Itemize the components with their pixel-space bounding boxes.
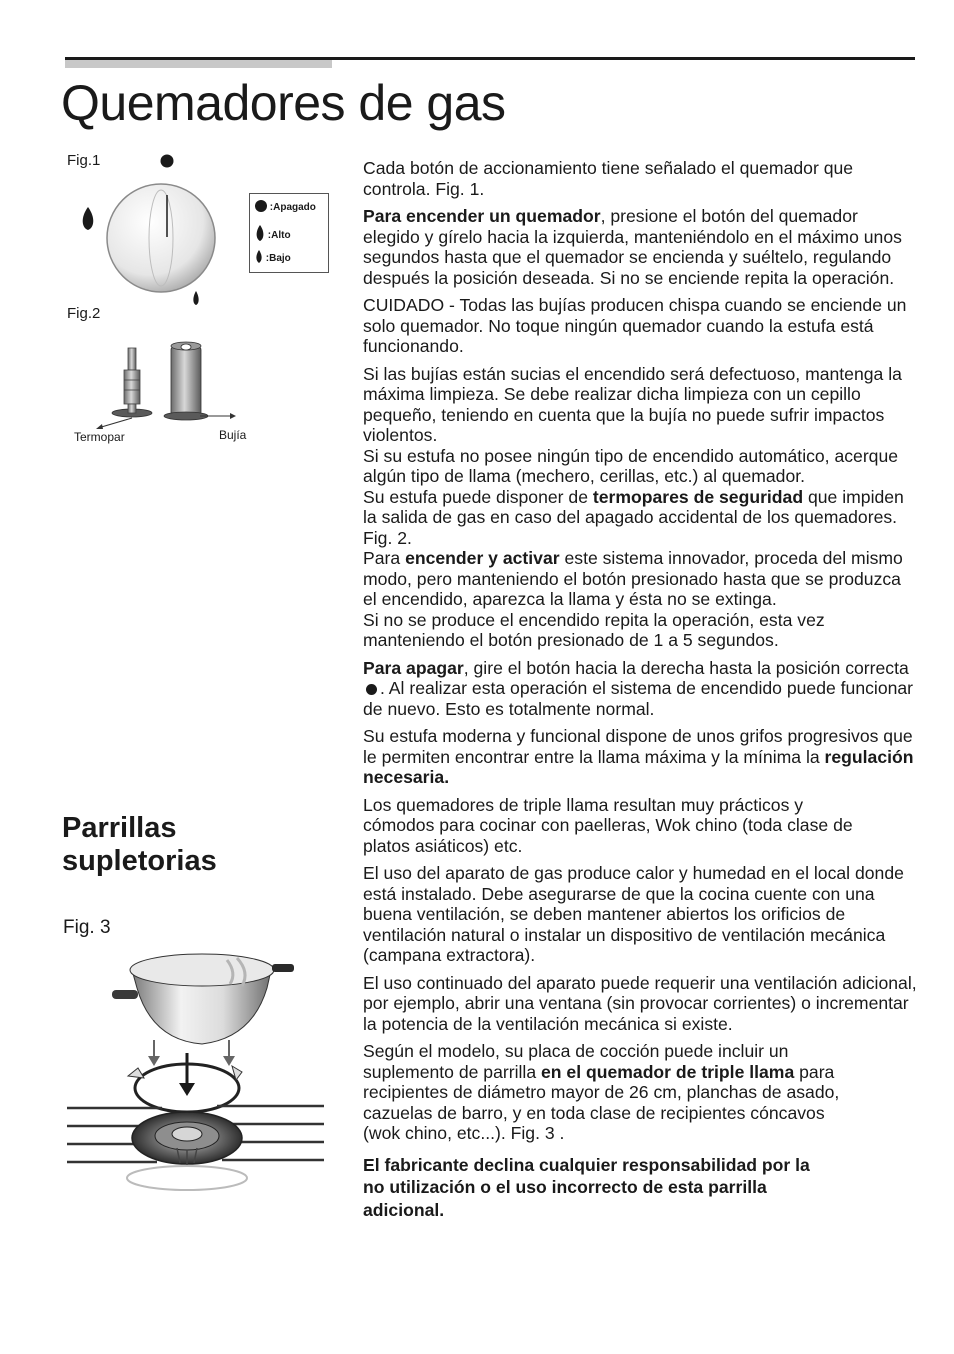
section-heading-line1: Parrillas (62, 812, 177, 844)
legend-off (255, 200, 316, 213)
paragraph-suplemento-bold: en el quemador de triple llama (541, 1061, 795, 1082)
paragraph-termopares-bold: termopares de seguridad (592, 486, 804, 507)
off-dot-icon (255, 200, 267, 212)
paragraph-termopares (363, 487, 919, 549)
paragraph-triple-llama: Los quemadores de triple llama resultan muy prácticos y cómodos para cocinar con paelleras, Wok chino (toda clase de platos asiáticos) etc. (363, 794, 853, 856)
paragraph-encender-text: , presione el botón del quemador elegido y gírelo hacia la izquierda, manteniéndolo en el máximo unos segundos hasta que el quemador se encienda y suéltelo, regulando después la posición deseada. Si no se enciende repita la operación. (363, 206, 902, 288)
paragraph-ventilacion-adicional: El uso continuado del aparato puede requerir una ventilación adicional, por ejemplo, abrir una ventana (sin provocar corrientes) o incrementar la potencia de la ventilación mecánica si existe. (363, 972, 917, 1034)
paragraph-intro: Cada botón de accionamiento tiene señalado el quemador que controla. Fig. 1. (363, 158, 854, 199)
flame-high-icon (255, 225, 265, 241)
legend-off-label: :Apagado (269, 202, 316, 213)
fig1-label: Fig.1 (67, 152, 101, 169)
paragraph-suplemento (363, 1041, 863, 1144)
paragraph-ventilacion: El uso del aparato de gas produce calor y humedad en el local donde está instalado. Debe asegurarse de que la cocina cuente con una buena ventilación, se deben mantener abiertos los orificios de ventilación natural o instalar un dispositivo de ventilación mecánica (campana extractora). (363, 863, 904, 965)
fig2-thermocouple-spark-plug-illustration (88, 338, 248, 438)
legend-low-label: :Bajo (265, 253, 291, 264)
main-text-column (363, 158, 919, 1228)
paragraph-disclaimer: El fabricante declina cualquier responsabilidad por la no utilización o el uso incorrecto de esta parrilla adicional. (363, 1154, 810, 1220)
paragraph-activar-b: este sistema innovador, proceda del mismo modo, pero manteniendo el botón presionado hasta que se produzca el encendido, aparezca la llama y ésta no se extinga. (363, 548, 903, 609)
off-dot-icon (366, 684, 377, 695)
section-heading-parrillas (62, 812, 217, 878)
paragraph-grifos-bold: regulación necesaria. (363, 746, 914, 787)
paragraph-grifos (363, 726, 919, 788)
paragraph-encendido-manual: Si su estufa no posee ningún tipo de encendido automático, acerque algún tipo de llama (mechero, cerillas, etc.) al quemador. (363, 445, 899, 486)
fig3-wok-grate-illustration (62, 948, 332, 1198)
section-heading-line2: supletorias (62, 845, 217, 877)
paragraph-termopares-b: que impiden la salida de gas en caso del apagado accidental de los quemadores. Fig. 2. (363, 486, 904, 548)
paragraph-activar-bold: encender y activar (405, 548, 560, 568)
fig1-legend (249, 193, 329, 273)
paragraph-repetir: Si no se produce el encendido repita la operación, esta vez manteniendo el botón presionado de 1 a 5 segundos. (363, 609, 825, 650)
paragraph-apagar (363, 658, 919, 720)
paragraph-apagar-a: , gire el botón hacia la derecha hasta la posición correcta (463, 657, 909, 678)
thermocouple-label: Termopar (74, 430, 125, 444)
paragraph-cuidado: CUIDADO - Todas las bujías producen chispa cuando se enciende un solo quemador. No toque ningún quemador cuando la estufa está funcionando. (363, 295, 907, 356)
fig1-knob-illustration (70, 150, 240, 320)
fig2-label: Fig.2 (67, 305, 101, 322)
paragraph-encender (363, 206, 919, 288)
paragraph-apagar-bold: Para apagar (363, 657, 464, 678)
paragraph-activar-a: Para (363, 548, 406, 568)
paragraph-grifos-a: Su estufa moderna y funcional dispone de unos grifos progresivos que le permiten encontrar entre la llama máxima y la mínima la (363, 726, 913, 767)
legend-high-label: :Alto (267, 230, 291, 241)
flame-high-icon (83, 207, 94, 230)
paragraph-suplemento-a: Según el modelo, su placa de cocción puede incluir un suplemento de parrilla (363, 1041, 789, 1082)
paragraph-apagar-b: . Al realizar esta operación el sistema de encendido puede funcionar de nuevo. Esto es totalmente normal. (363, 678, 914, 719)
paragraph-encender-bold: Para encender un quemador (363, 206, 601, 226)
paragraph-bujias: Si las bujías están sucias el encendido será defectuoso, mantenga la máxima limpieza. Se debe realizar dicha limpieza con un cepillo pequeño, teniendo en cuenta que la bujía no puede sufrir impactos violentos. (363, 363, 902, 445)
legend-low (255, 250, 291, 264)
legend-high (255, 225, 291, 241)
off-dot-icon (161, 155, 174, 168)
fig3-label: Fig. 3 (63, 917, 111, 938)
page-title: Quemadores de gas (61, 75, 506, 131)
paragraph-suplemento-b: para recipientes de diámetro mayor de 26 cm, planchas de asado, cazuelas de barro, y en toda clase de recipientes cóncavos (wok chino, etc...). Fig. 3 . (363, 1061, 840, 1143)
header-accent-bar (65, 60, 332, 68)
flame-low-icon (255, 250, 263, 263)
spark-plug-label: Bujía (219, 428, 247, 442)
paragraph-activar (363, 548, 919, 610)
flame-low-icon (193, 291, 198, 305)
paragraph-termopares-a: Su estufa puede disponer de (363, 486, 593, 507)
